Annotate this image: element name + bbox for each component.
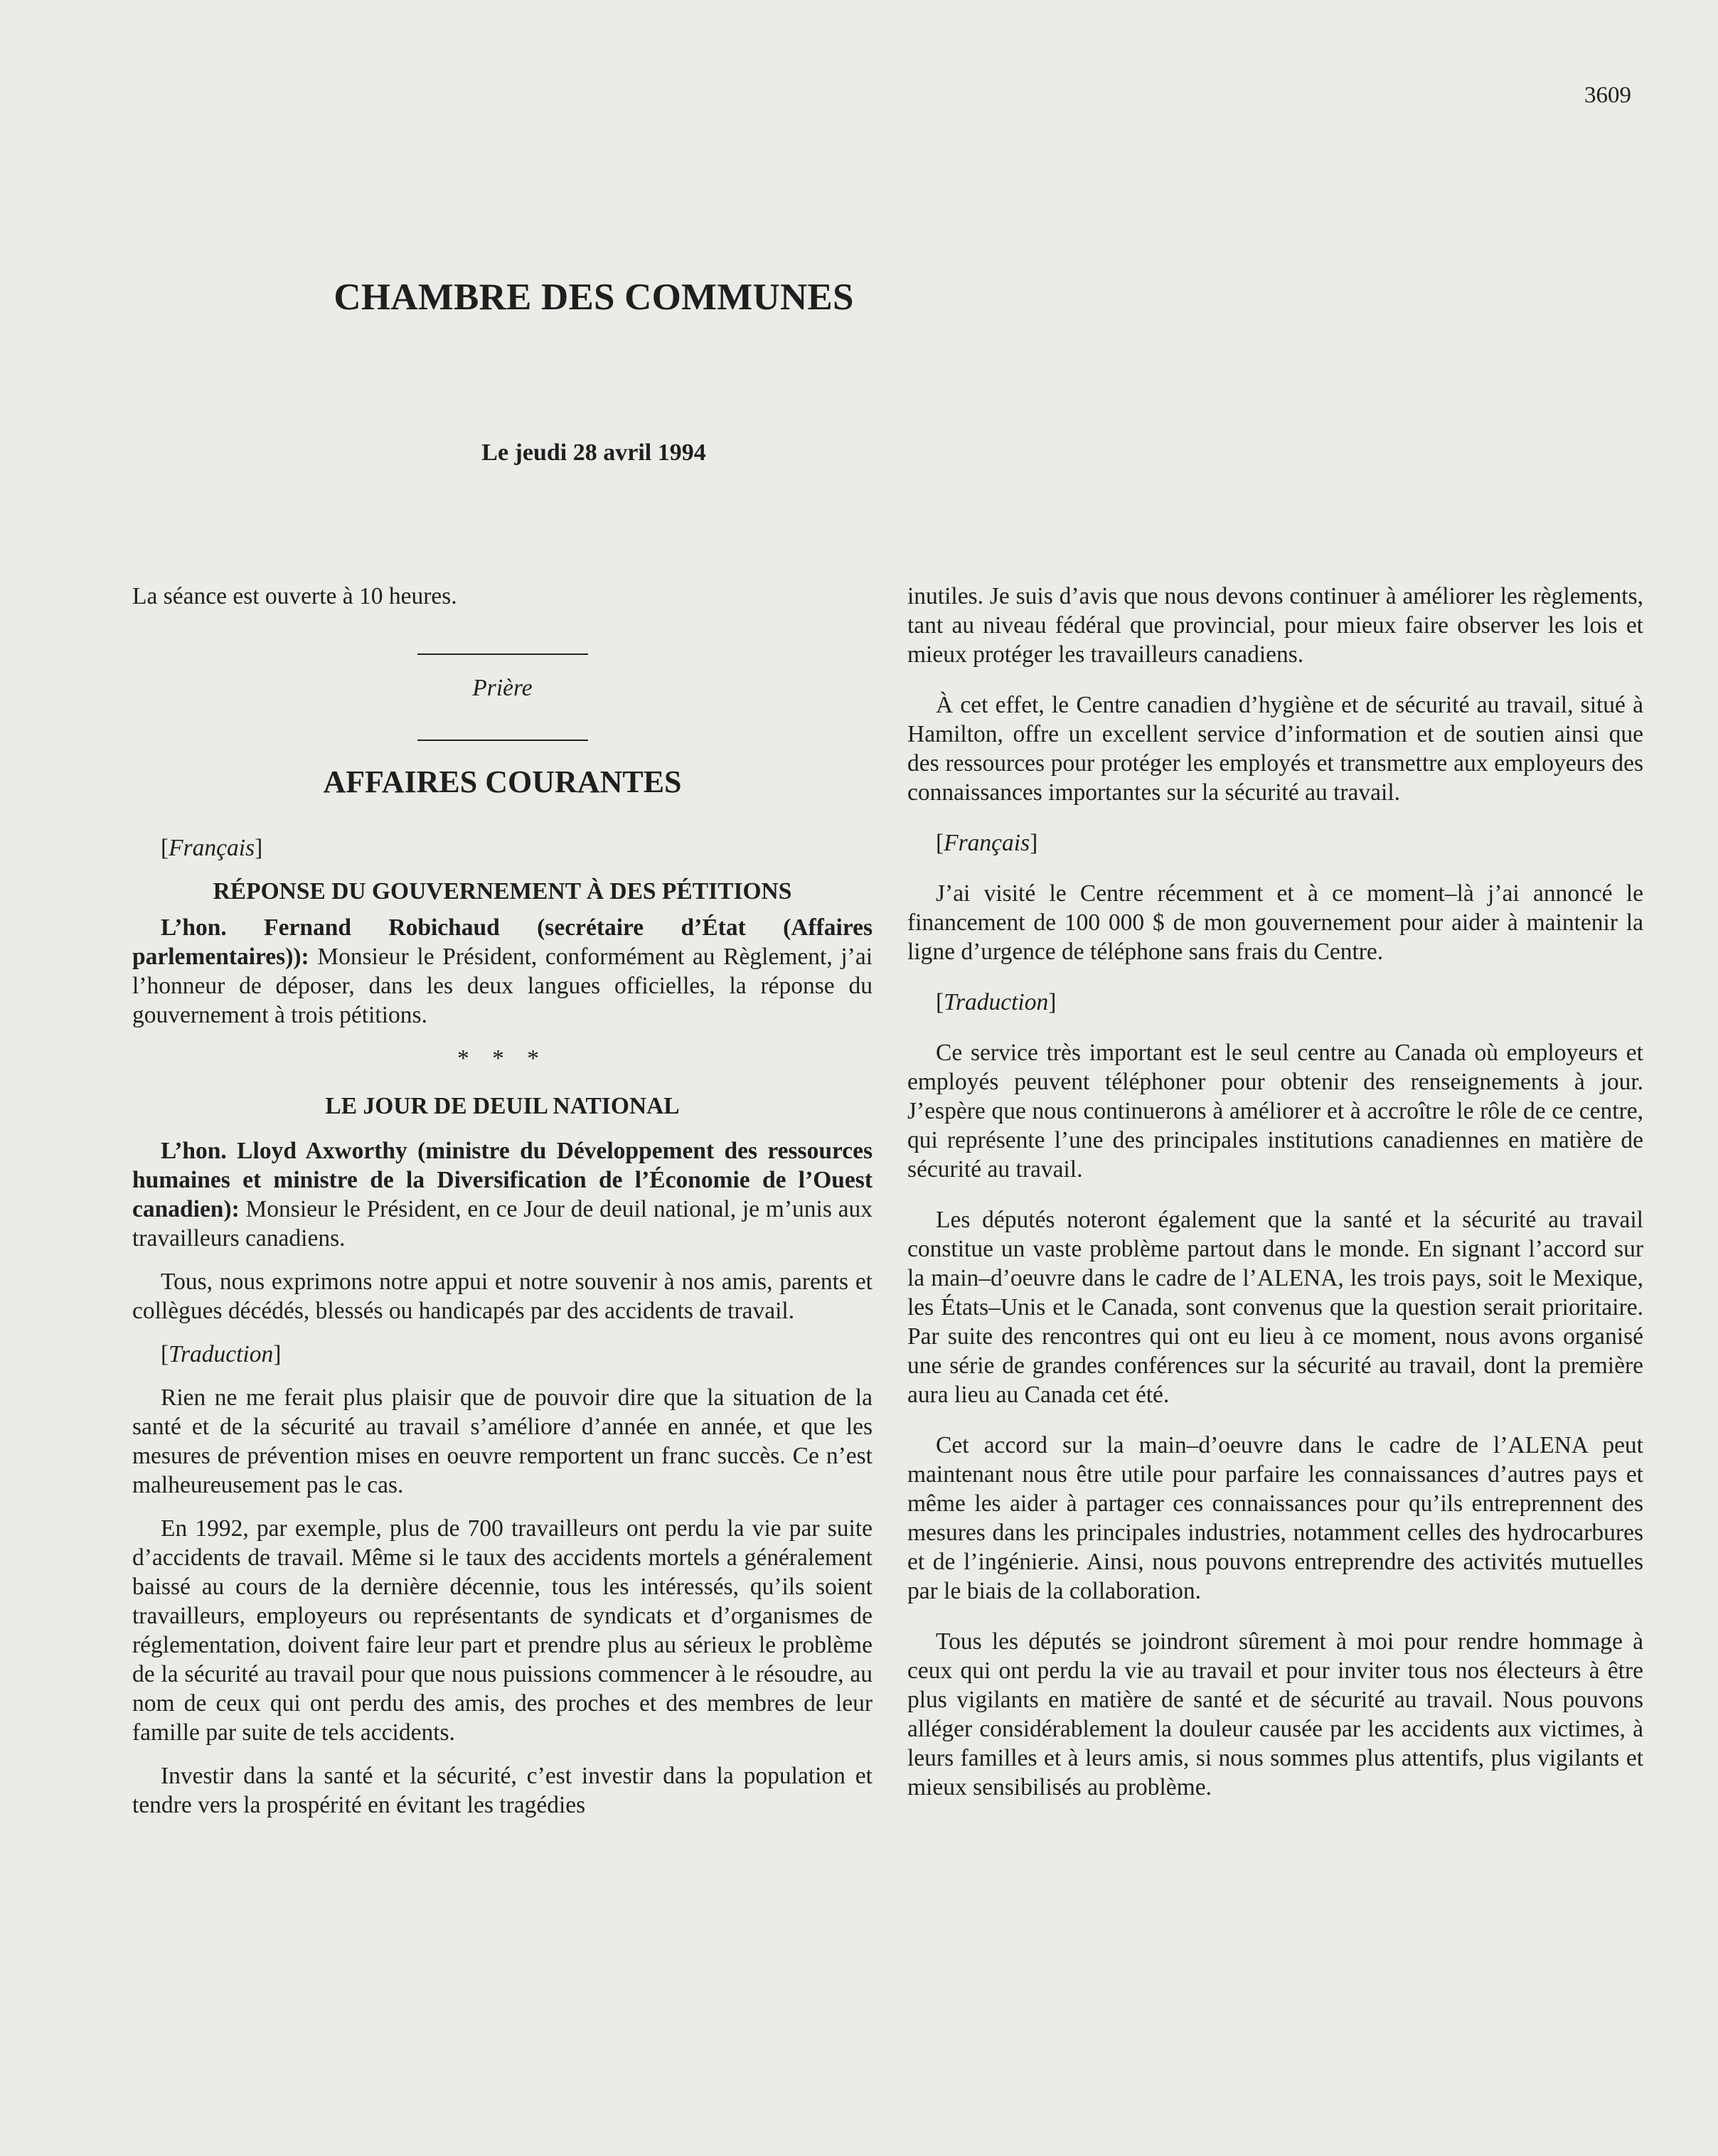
left-column — [132, 582, 873, 1834]
paragraph: Rien ne me ferait plus plaisir que de pouvoir dire que la situation de la santé et de la sécurité au travail s’améliore d’année en année, et que les mesures de prévention mises en oeuvre remportent un franc succès. Ce n’est malheureusement pas le cas. — [132, 1384, 873, 1498]
prayer-heading: Prière — [472, 675, 533, 701]
paragraph: Les députés noteront également que la santé et la sécurité au travail constitue un vaste problème partout dans le monde. En signant l’accord sur la main–d’oeuvre dans le cadre de l’ALENA, les trois pays, soit le Mexique, les États–Unis et le Canada, sont convenus que la question serait prioritaire. Par suite des rencontres qui ont eu lieu à ce moment, nous avons organisé une série de grandes conférences sur la sécurité au travail, dont la première aura lieu au Canada cet été. — [907, 1207, 1643, 1408]
speech-text: Monsieur le Président, en ce Jour de deuil national, je m’unis aux travailleurs canadiens. — [132, 1196, 873, 1252]
subheading-day-of-mourning: LE JOUR DE DEUIL NATIONAL — [325, 1093, 680, 1119]
paragraph: Investir dans la santé et la sécurité, c’est investir dans la population et tendre vers la prospérité en évitant les tragédies — [132, 1763, 873, 1818]
sitting-date: Le jeudi 28 avril 1994 — [481, 439, 706, 466]
divider-rule — [417, 653, 588, 655]
language-tag: [Traduction] — [936, 989, 1057, 1015]
speech-paragraph — [132, 913, 873, 1030]
language-tag: [Français] — [161, 835, 263, 861]
paragraph: En 1992, par exemple, plus de 700 travailleurs ont perdu la vie par suite d’accidents de travail. Même si le taux des accidents mortels a généralement baissé au cours de la dernière décennie, tous les intéressés, qu’ils soient travailleurs, employeurs ou représentants de syndicats et d’organismes de réglementation, doivent faire leur part et prendre plus au sérieux le problème de la sécurité au travail pour que nous puissions commencer à le résoudre, au nom de ceux qui ont perdu des amis, des proches et des membres de leur famille par suite de tels accidents. — [132, 1515, 873, 1746]
speech-paragraph — [132, 1136, 873, 1253]
language-tag: [Français] — [936, 830, 1038, 856]
speaker-name: L’hon. Lloyd Axworthy (ministre du Développement des ressources humaines et ministre de la Diversification de l’Économie de l’Ouest canadien): — [132, 1138, 873, 1222]
section-separator: * * * — [457, 1045, 548, 1072]
page-title: CHAMBRE DES COMMUNES — [334, 277, 854, 318]
section-heading: AFFAIRES COURANTES — [323, 764, 682, 799]
page-number: 3609 — [1584, 82, 1631, 108]
paragraph: J’ai visité le Centre récemment et à ce moment–là j’ai annoncé le financement de 100 000 $ de mon gouvernement pour aider à maintenir la ligne d’urgence de téléphone sans frais du Centre. — [907, 880, 1643, 965]
language-tag-label: Traduction — [169, 1341, 274, 1367]
language-tag-label: Français — [169, 835, 255, 861]
right-column — [907, 582, 1643, 1816]
paragraph: Ce service très important est le seul centre au Canada où employeurs et employés peuvent téléphoner pour obtenir des renseignements à jour. J’espère que nous continuerons à améliorer et à accroître le rôle de ce centre, qui représente l’une des principales institutions canadiennes en matière de sécurité au travail. — [907, 1040, 1643, 1183]
paragraph: Tous les députés se joindront sûrement à moi pour rendre hommage à ceux qui ont perdu la vie au travail et pour inviter tous nos électeurs à être plus vigilants en matière de santé et de sécurité au travail. Nous pouvons alléger considérablement la douleur causée par les accidents aux victimes, à leurs familles et à leurs amis, si nous sommes plus attentifs, plus vigilants et mieux sensibilisés au problème. — [907, 1628, 1643, 1800]
opening-line: La séance est ouverte à 10 heures. — [132, 583, 457, 609]
language-tag-label: Français — [944, 830, 1030, 856]
language-tag-label: Traduction — [944, 989, 1049, 1015]
paragraph: Cet accord sur la main–d’oeuvre dans le cadre de l’ALENA peut maintenant nous être utile pour parfaire les connaissances d’autres pays et même les aider à partager ces connaissances pour qu’ils entreprennent des mesures dans les principales industries, notamment celles des hydrocarbures et de l’ingénierie. Ainsi, nous pouvons entreprendre des activités mutuelles par le biais de la collaboration. — [907, 1432, 1643, 1604]
divider-rule — [417, 740, 588, 741]
paragraph: À cet effet, le Centre canadien d’hygiène et de sécurité au travail, situé à Hamilton, offre un excellent service d’information et de soutien ainsi que des ressources pour protéger les employés et transmettre aux employeurs des connaissances importantes sur la sécurité au travail. — [907, 692, 1643, 806]
language-tag: [Traduction] — [161, 1341, 282, 1367]
paragraph: Tous, nous exprimons notre appui et notre souvenir à nos amis, parents et collègues décédés, blessés ou handicapés par des accidents de travail. — [132, 1269, 873, 1324]
speech-text: Monsieur le Président, conformément au Règlement, j’ai l’honneur de déposer, dans les deux langues officielles, la réponse du gouvernement à trois pétitions. — [132, 944, 873, 1028]
paragraph: inutiles. Je suis d’avis que nous devons continuer à améliorer les règlements, tant au niveau fédéral que provincial, pour mieux faire observer les lois et mieux protéger les travailleurs canadiens. — [907, 583, 1643, 668]
speaker-name: L’hon. Fernand Robichaud (secrétaire d’État (Affaires parlementaires)): — [132, 914, 873, 970]
subheading-petitions: RÉPONSE DU GOUVERNEMENT À DES PÉTITIONS — [213, 878, 792, 904]
